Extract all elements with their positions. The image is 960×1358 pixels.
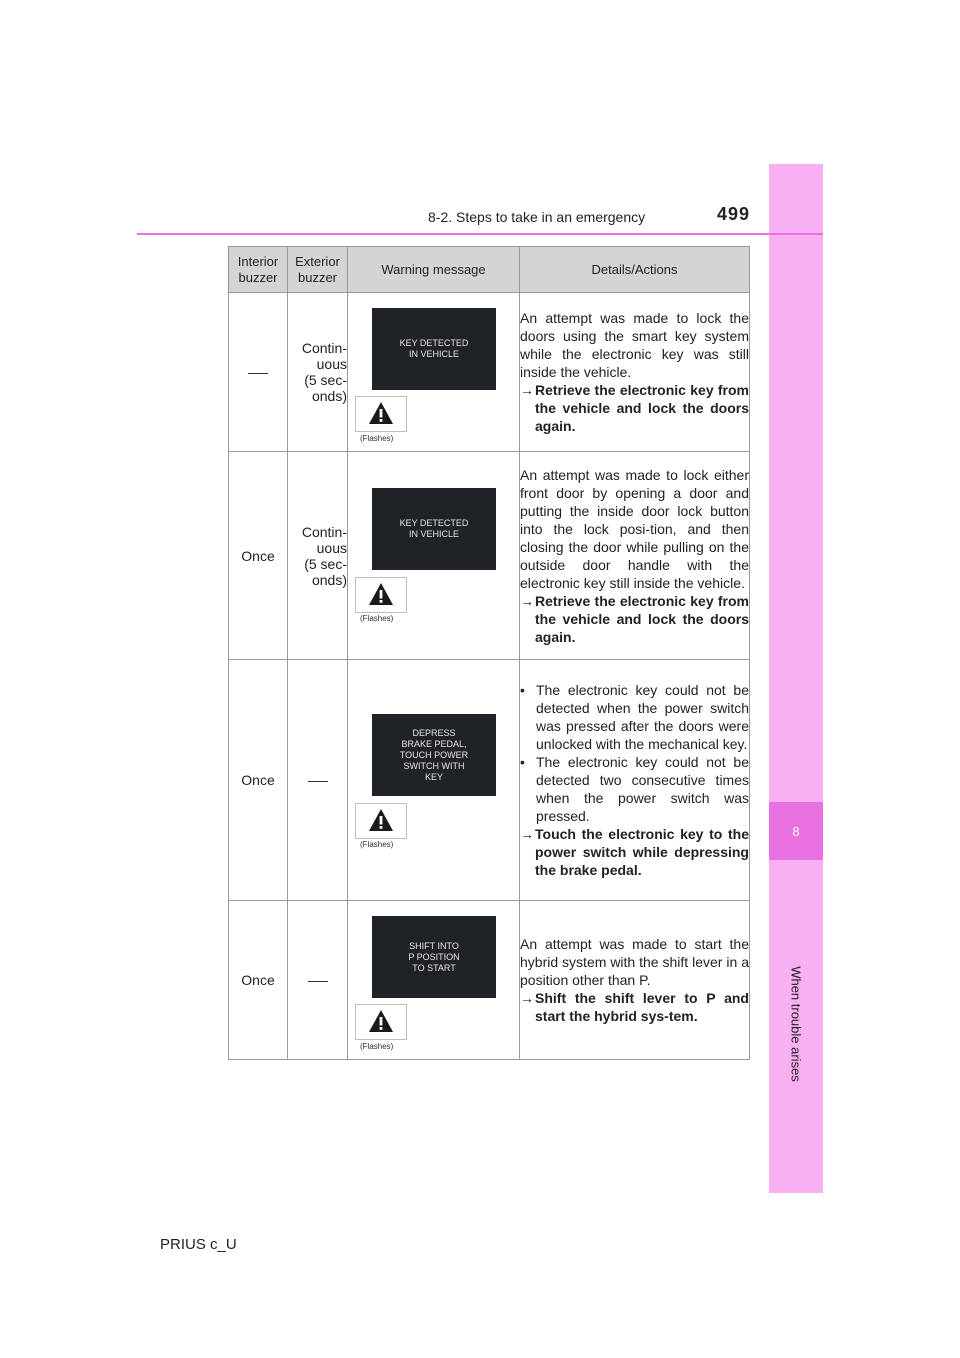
details-text: An attempt was made to lock either front door by opening a door and putting the inside door lock button into the lock posi-tion, and then closing the door while pulling on the outside door handle with the electronic key still inside the vehicle. xyxy=(520,466,749,591)
interior-buzzer-text: Once xyxy=(241,972,275,988)
model-footer: PRIUS c_U xyxy=(160,1236,237,1253)
warning-icon-box xyxy=(355,803,407,839)
chapter-number: 8 xyxy=(792,823,800,839)
warning-screen: KEY DETECTED IN VEHICLE xyxy=(372,488,496,570)
flashes-label: (Flashes) xyxy=(360,434,394,443)
interior-buzzer-cell xyxy=(229,660,288,901)
none-dash xyxy=(308,981,328,982)
page-number: 499 xyxy=(717,204,751,224)
bullet-dot: • xyxy=(520,754,525,770)
action-text: Retrieve the electronic key from the vehicle and lock the doors again. xyxy=(535,592,749,645)
action-line xyxy=(520,592,749,646)
section-title: 8-2. Steps to take in an emergency xyxy=(428,209,646,225)
warning-icon-box xyxy=(355,577,407,613)
arrow-icon: → xyxy=(520,990,534,1006)
warning-triangle-icon xyxy=(368,1009,394,1033)
warning-icon-box xyxy=(355,1004,407,1040)
exterior-buzzer-text: Contin- uous (5 sec- onds) xyxy=(301,523,347,588)
details-cell xyxy=(520,452,750,660)
bullet-item xyxy=(520,753,749,825)
warning-message-cell xyxy=(348,452,520,660)
interior-buzzer-cell xyxy=(229,293,288,452)
details-cell xyxy=(520,901,750,1060)
action-text: Retrieve the electronic key from the vehicle and lock the doors again. xyxy=(535,382,749,434)
interior-buzzer-text: Once xyxy=(241,547,275,564)
warning-triangle-icon xyxy=(368,582,394,606)
arrow-icon: → xyxy=(520,826,534,842)
action-line xyxy=(520,989,749,1025)
action-line xyxy=(520,381,749,435)
table-row xyxy=(229,293,750,452)
chapter-title: When trouble arises xyxy=(788,966,804,1082)
chapter-side-tab xyxy=(769,164,823,1193)
table-row xyxy=(229,452,750,660)
warning-screen: DEPRESS BRAKE PEDAL, TOUCH POWER SWITCH WITH KEY xyxy=(372,714,496,796)
flashes-label: (Flashes) xyxy=(360,614,394,623)
details-cell xyxy=(520,293,750,452)
table-row xyxy=(229,660,750,901)
interior-buzzer-text: Once xyxy=(241,772,275,788)
header-details-actions: Details/Actions xyxy=(520,247,750,293)
interior-buzzer-cell xyxy=(229,452,288,660)
bullet-text: The electronic key could not be detected two consecutive times when the power switch was pressed. xyxy=(536,754,749,824)
bullet-item xyxy=(520,681,749,753)
details-text: An attempt was made to lock the doors using the smart key system while the electronic key was still inside the vehicle. xyxy=(520,310,749,380)
warning-triangle-icon xyxy=(368,808,394,832)
warning-icon-box xyxy=(355,396,407,432)
details-cell xyxy=(520,660,750,901)
header-exterior-buzzer: Exterior buzzer xyxy=(288,247,348,293)
warning-triangle-icon xyxy=(368,401,394,425)
details-text: An attempt was made to start the hybrid system with the shift lever in a position other than P. xyxy=(520,936,749,988)
warning-screen: SHIFT INTO P POSITION TO START xyxy=(372,916,496,998)
action-line xyxy=(520,825,749,879)
header-warning-message: Warning message xyxy=(348,247,520,293)
none-dash xyxy=(308,781,328,782)
warning-message-cell xyxy=(348,660,520,901)
interior-buzzer-cell xyxy=(229,901,288,1060)
warning-screen: KEY DETECTED IN VEHICLE xyxy=(372,308,496,390)
arrow-icon: → xyxy=(520,382,534,398)
bullet-text: The electronic key could not be detected when the power switch was pressed after the doors were unlocked with the mechanical key. xyxy=(536,682,749,752)
header-rule xyxy=(137,233,823,235)
action-text: Touch the electronic key to the power switch while depressing the brake pedal. xyxy=(535,826,749,878)
bullet-dot: • xyxy=(520,682,525,698)
table-header-row xyxy=(229,247,750,293)
none-dash xyxy=(248,373,268,374)
chapter-number-box xyxy=(769,802,823,860)
exterior-buzzer-cell xyxy=(288,293,348,452)
flashes-label: (Flashes) xyxy=(360,840,394,849)
table-row xyxy=(229,901,750,1060)
header-interior-buzzer: Interior buzzer xyxy=(229,247,288,293)
exterior-buzzer-cell xyxy=(288,452,348,660)
exterior-buzzer-text: Contin- uous (5 sec- onds) xyxy=(301,340,347,404)
warning-message-cell xyxy=(348,901,520,1060)
flashes-label: (Flashes) xyxy=(360,1042,394,1051)
exterior-buzzer-cell xyxy=(288,901,348,1060)
arrow-icon: → xyxy=(520,592,534,609)
warning-table xyxy=(228,246,750,1060)
exterior-buzzer-cell xyxy=(288,660,348,901)
warning-message-cell xyxy=(348,293,520,452)
action-text: Shift the shift lever to P and start the hybrid sys-tem. xyxy=(535,990,749,1024)
